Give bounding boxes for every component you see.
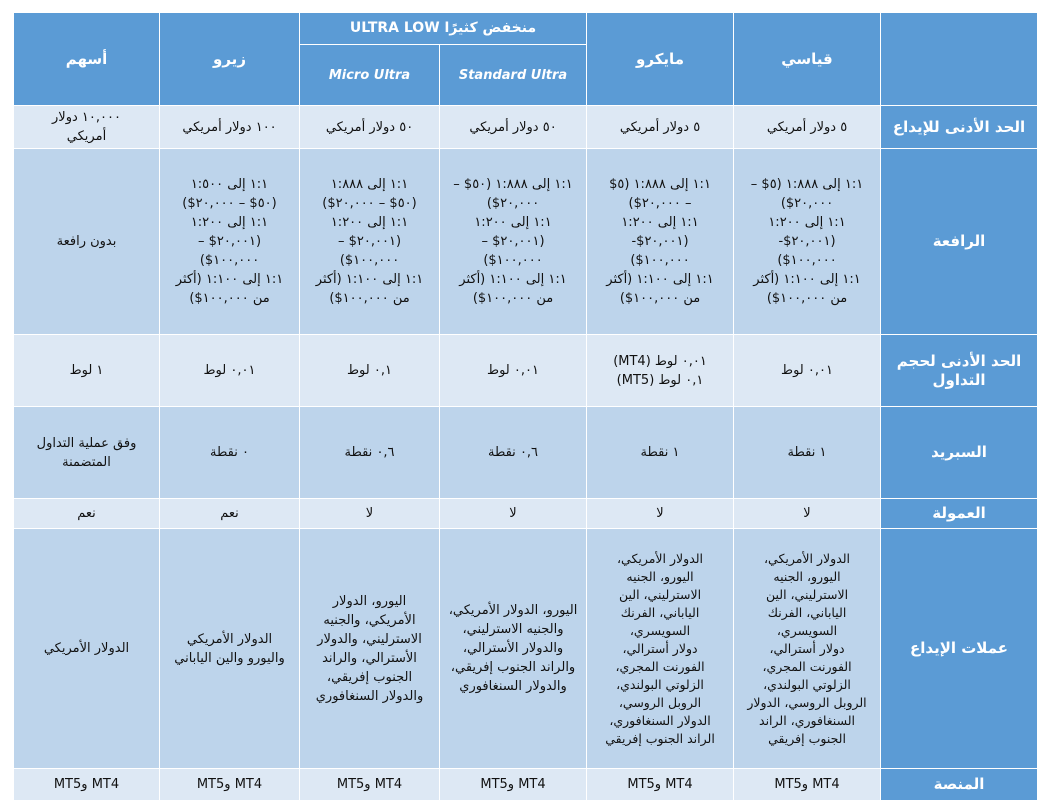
row-commission	[14, 499, 1038, 529]
cell-standard-ultra: ١:١ إلى ١:٨٨٨ (٥٠$ – ٢٠,٠٠٠$) ١:١ إلى ١:٢٠٠ (٢٠,٠٠١$ – ١٠٠,٠٠٠$) ١:١ إلى ١:١٠٠ (أكثر من ١٠٠,٠٠٠$)	[440, 149, 587, 335]
cell-shares: بدون رافعة	[14, 149, 160, 335]
cell-zero: ١٠٠ دولار أمريكي	[160, 106, 300, 149]
cell-micro: ٠,٠١ لوط (MT4) ٠,١ لوط (MT5)	[587, 335, 734, 407]
cell-micro: MT4 وMT5	[587, 769, 734, 801]
cell-standard-ultra: ٥٠ دولار أمريكي	[440, 106, 587, 149]
header-ultra-low-group: منخفض كثيرًا ULTRA LOW	[300, 13, 587, 45]
cell-standard-ultra: ٠,٠١ لوط	[440, 335, 587, 407]
cell-shares: MT4 وMT5	[14, 769, 160, 801]
cell-micro-ultra: MT4 وMT5	[300, 769, 440, 801]
cell-standard: MT4 وMT5	[734, 769, 881, 801]
header-corner	[881, 13, 1038, 106]
cell-zero: نعم	[160, 499, 300, 529]
cell-standard-ultra: ٠,٦ نقطة	[440, 407, 587, 499]
row-label: العمولة	[881, 499, 1038, 529]
row-label: الحد الأدنى للإيداع	[881, 106, 1038, 149]
cell-zero: ٠ نقطة	[160, 407, 300, 499]
cell-shares: الدولار الأمريكي	[14, 529, 160, 769]
cell-micro-ultra: ٠,٦ نقطة	[300, 407, 440, 499]
cell-micro: الدولار الأمريكي، اليورو، الجنيه الاسترليني، الين الياباني، الفرنك السويسري، دولار أسترالي، الفورنت المجري، الزلوتي البولندي، الروبل الروسي، الدولار السنغافوري، الراند الجنوب إفريقي	[587, 529, 734, 769]
row-label: عملات الإيداع	[881, 529, 1038, 769]
account-comparison-table	[13, 12, 1038, 801]
cell-zero: ١:١ إلى ١:٥٠٠ (٥٠$ – ٢٠,٠٠٠$) ١:١ إلى ١:٢٠٠ (٢٠,٠٠١$ – ١٠٠,٠٠٠$) ١:١ إلى ١:١٠٠ (أكثر من ١٠٠,٠٠٠$)	[160, 149, 300, 335]
cell-shares: نعم	[14, 499, 160, 529]
header-micro: مايكرو	[587, 13, 734, 106]
row-label: المنصة	[881, 769, 1038, 801]
cell-standard-ultra: اليورو، الدولار الأمريكي، والجنيه الاسترليني، والدولار الأسترالي، والراند الجنوب إفريقي، والدولار السنغافوري	[440, 529, 587, 769]
cell-standard: ١:١ إلى ١:٨٨٨ (٥$ – ٢٠,٠٠٠$) ١:١ إلى ١:٢٠٠ (٢٠,٠٠١$- ١٠٠,٠٠٠$) ١:١ إلى ١:١٠٠ (أكثر من ١٠٠,٠٠٠$)	[734, 149, 881, 335]
row-deposit-currencies	[14, 529, 1038, 769]
cell-micro-ultra: ١:١ إلى ١:٨٨٨ (٥٠$ – ٢٠,٠٠٠$) ١:١ إلى ١:٢٠٠ (٢٠,٠٠١$ – ١٠٠,٠٠٠$) ١:١ إلى ١:١٠٠ (أكثر من ١٠٠,٠٠٠$)	[300, 149, 440, 335]
cell-standard: ٠,٠١ لوط	[734, 335, 881, 407]
row-label: السبريد	[881, 407, 1038, 499]
row-min-trade-size	[14, 335, 1038, 407]
cell-micro: ١ نقطة	[587, 407, 734, 499]
cell-micro: لا	[587, 499, 734, 529]
cell-standard: لا	[734, 499, 881, 529]
cell-shares: وفق عملية التداول المتضمنة	[14, 407, 160, 499]
row-min-deposit	[14, 106, 1038, 149]
header-shares: أسهم	[14, 13, 160, 106]
header-standard-ultra: Standard Ultra	[440, 45, 587, 106]
cell-micro-ultra: اليورو، الدولار الأمريكي، والجنيه الاسترليني، والدولار الأسترالي، والراند الجنوب إفريقي، والدولار السنغافوري	[300, 529, 440, 769]
header-standard: قياسي	[734, 13, 881, 106]
cell-standard: الدولار الأمريكي، اليورو، الجنيه الاسترليني، الين الياباني، الفرنك السويسري، دولار أسترالي، الفورنت المجري، الزلوتي البولندي، الروبل الروسي، الدولار السنغافوري، الراند الجنوب إفريقي	[734, 529, 881, 769]
row-leverage	[14, 149, 1038, 335]
cell-micro-ultra: ٠,١ لوط	[300, 335, 440, 407]
row-platform	[14, 769, 1038, 801]
cell-shares: ١ لوط	[14, 335, 160, 407]
row-label: الرافعة	[881, 149, 1038, 335]
header-zero: زيرو	[160, 13, 300, 106]
cell-zero: MT4 وMT5	[160, 769, 300, 801]
row-spread	[14, 407, 1038, 499]
cell-standard-ultra: MT4 وMT5	[440, 769, 587, 801]
cell-standard: ١ نقطة	[734, 407, 881, 499]
cell-shares: ١٠,٠٠٠ دولار أمريكي	[14, 106, 160, 149]
cell-micro: ٥ دولار أمريكي	[587, 106, 734, 149]
cell-micro: ١:١ إلى ١:٨٨٨ (٥$ – ٢٠,٠٠٠$) ١:١ إلى ١:٢٠٠ (٢٠,٠٠١$- ١٠٠,٠٠٠$) ١:١ إلى ١:١٠٠ (أكثر من ١٠٠,٠٠٠$)	[587, 149, 734, 335]
row-label: الحد الأدنى لحجم التداول	[881, 335, 1038, 407]
cell-standard: ٥ دولار أمريكي	[734, 106, 881, 149]
header-micro-ultra: Micro Ultra	[300, 45, 440, 106]
cell-micro-ultra: لا	[300, 499, 440, 529]
cell-zero: ٠,٠١ لوط	[160, 335, 300, 407]
cell-standard-ultra: لا	[440, 499, 587, 529]
cell-zero: الدولار الأمريكي واليورو والين الياباني	[160, 529, 300, 769]
cell-micro-ultra: ٥٠ دولار أمريكي	[300, 106, 440, 149]
